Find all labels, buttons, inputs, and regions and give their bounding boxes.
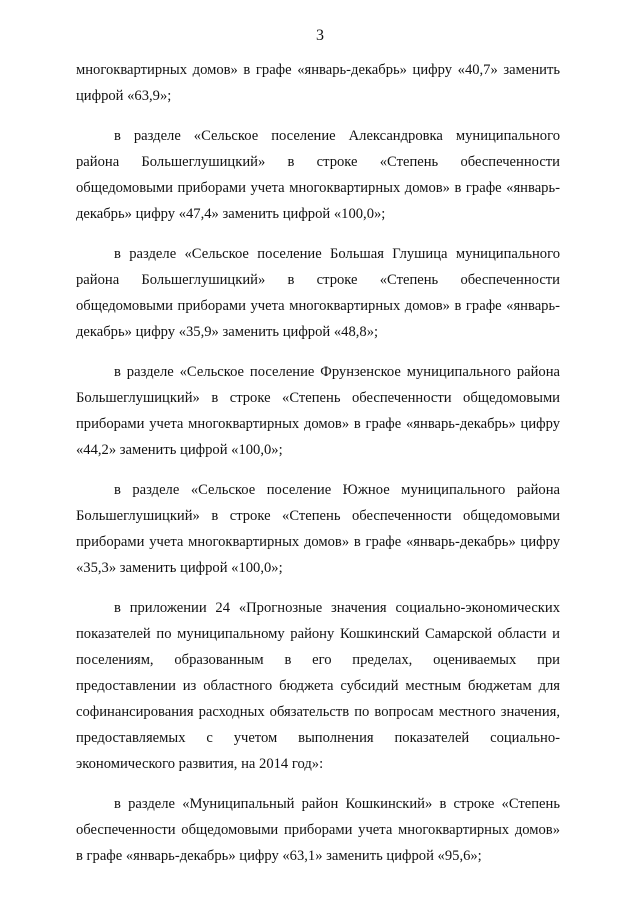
paragraph-koshkinsky: в разделе «Муниципальный район Кошкинский» в строке «Степень обеспеченности общедомовыми приборами учета многоквартирных домов» в графе «январь-декабрь» цифру «63,1» заменить цифрой «95,6»; xyxy=(76,796,560,864)
paragraph-bolshaya-glushitsa: в разделе «Сельское поселение Большая Глушица муниципального района Большеглушицкий» в строке «Степень обеспеченности общедомовыми приборами учета многоквартирных домов» в графе «январь-декабрь» цифру «35,9» заменить цифрой «48,8»; xyxy=(76,246,560,340)
paragraph-yuzhnoe: в разделе «Сельское поселение Южное муниципального района Большеглушицкий» в строке «Степень обеспеченности общедомовыми приборами учета многоквартирных домов» в графе «январь-декабрь» цифру «35,3» заменить цифрой «100,0»; xyxy=(76,482,560,576)
page-number: 3 xyxy=(316,27,324,44)
paragraph-aleksandrovka: в разделе «Сельское поселение Александровка муниципального района Большеглушицкий» в строке «Степень обеспеченности общедомовыми приборами учета многоквартирных домов» в графе «январь-декабрь» цифру «47,4» заменить цифрой «100,0»; xyxy=(76,128,560,222)
paragraph-frunzenskoe: в разделе «Сельское поселение Фрунзенское муниципального района Большеглушицкий» в строке «Степень обеспеченности общедомовыми приборами учета многоквартирных домов» в графе «январь-декабрь» цифру «44,2» заменить цифрой «100,0»; xyxy=(76,364,560,458)
document-body xyxy=(76,57,560,883)
paragraph-continuation: многоквартирных домов» в графе «январь-декабрь» цифру «40,7» заменить цифрой «63,9»; xyxy=(76,62,560,104)
paragraph-appendix-24: в приложении 24 «Прогнозные значения социально-экономических показателей по муниципальному району Кошкинский Самарской области и поселениям, образованным в его пределах, оцениваемых при предоставлении из областного бюджета субсидий местным бюджетам для софинансирования расходных обязательств по вопросам местного значения, предоставляемых с учетом выполнения показателей социально-экономического развития, на 2014 год»: xyxy=(76,600,560,772)
